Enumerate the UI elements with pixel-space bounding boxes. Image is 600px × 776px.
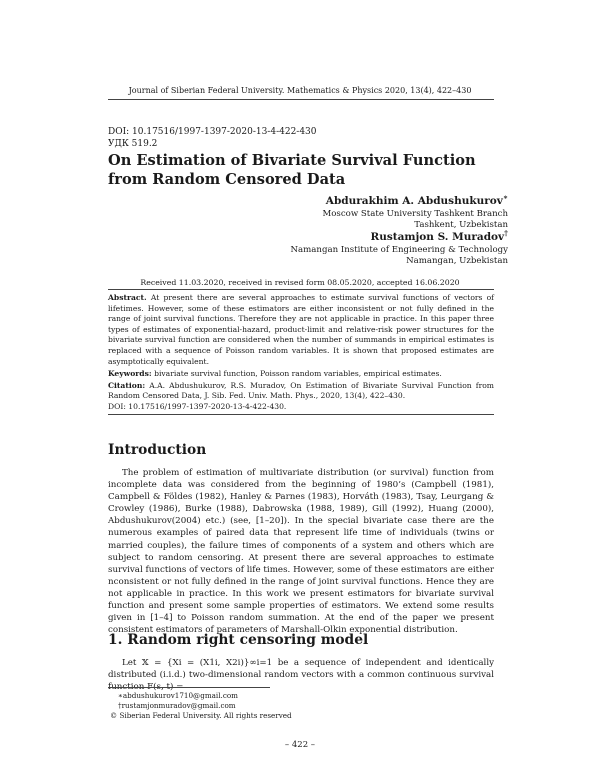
abstract-text: At present there are several approaches to estimate survival functions of vectors of lifetimes. However, some of these estimators are either inconsistent or not fully defined in the range of joint survival functions. Therefore they are not applicable in practice. In this paper three types of estimates of exponential-hazard, product-limit and relative-risk power structures for the bivariate survival function are considered when the number of summands in empirical estimates is replaced with a sequence of Poisson random variables. It is shown that proposed estimates are asymptotically equivalent. [108, 293, 494, 366]
citation-text: A.A. Abdushukurov, R.S. Muradov, On Estimation of Bivariate Survival Function from Random Censored Data, J. Sib. Fed. Univ. Math. Phys., 2020, 13(4), 422–430. [108, 380, 495, 401]
section-1-paragraph: Let 𝕏 = {Xi = (X1i, X2i)}∞i=1 be a sequence of independent and identically distributed (i.i.d.) two-dimensional random vectors with a common continuous survival function F(s, t) = [108, 658, 494, 693]
author-1-affiliation: Moscow State University Tashkent Branch [322, 209, 508, 219]
introduction-heading: Introduction [108, 442, 207, 458]
citation-label: Citation: [108, 380, 146, 390]
abstract-label: Abstract. [108, 293, 147, 302]
author-2-affiliation: Namangan Institute of Engineering & Technology [290, 245, 508, 255]
citation-doi: DOI: 10.17516/1997-1397-2020-13-4-422-430. [108, 401, 287, 411]
citation [108, 381, 494, 413]
author-2-name: Rustamjon S. Muradov† [370, 228, 508, 243]
keywords [108, 369, 494, 380]
journal-header: Journal of Siberian Federal University. Mathematics & Physics 2020, 13(4), 422–430 [128, 86, 472, 95]
section-1-heading: 1. Random right censoring model [108, 632, 369, 648]
footnote-email-1: ∗abdushukurov1710@gmail.com [118, 691, 238, 700]
author-1-name: Abdurakhim A. Abdushukurov∗ [325, 192, 508, 207]
keywords-label: Keywords: [108, 368, 152, 378]
footnote-rule [108, 687, 270, 688]
footnote-email-2: †rustamjonmuradov@gmail.com [118, 701, 236, 710]
received-dates: Received 11.03.2020, received in revised form 08.05.2020, accepted 16.06.2020 [140, 278, 460, 287]
page-number: – 422 – [284, 740, 316, 750]
abstract-block [108, 293, 494, 414]
keywords-text: bivariate survival function, Poisson random variables, empirical estimates. [154, 368, 442, 378]
author-2-location: Namangan, Uzbekistan [406, 256, 508, 266]
header-rule [108, 99, 494, 100]
copyright-notice: © Siberian Federal University. All rights reserved [110, 711, 292, 720]
abstract [108, 293, 494, 367]
abstract-bottom-rule [108, 414, 494, 415]
abstract-top-rule [108, 289, 494, 290]
introduction-body [108, 467, 494, 636]
udk-code: УДК 519.2 [108, 139, 158, 149]
author-1-location: Tashkent, Uzbekistan [414, 220, 508, 230]
doi: DOI: 10.17516/1997-1397-2020-13-4-422-430 [108, 127, 317, 137]
introduction-paragraph: The problem of estimation of multivariate distribution (or survival) function from incomplete data was considered from the beginning of 1980’s (Campbell (1981), Campbell & Földes (1982), Hanley & Parnes (1983), Horváth (1983), Tsay, Leurgang & Crowley (1986), Burke (1988), Dabrowska (1988, 1989), Gill (1992), Huang (2000), Abdushukurov(2004) etc.) (see, [1–20]). In the special bivariate case there are the numerous examples of paired data that represent life time of individuals (twins or married couples), the failure times of components of a system and others which are subject to random censoring. At present there are several approaches to estimate survival functions of vectors of life times. However, some of these estimators are either nconsistent or not fully defined in the range of joint survival functions. Hence they are not applicable in practice. In this work we present estimators for bivariate survival function and present some sample properties of estimators. We extend some results given in [1–4] to Poisson random summation. At the end of the paper we present consistent estimators of parameters of Marshall-Olkin exponential distribution. [108, 468, 494, 636]
paper-title: On Estimation of Bivariate Survival Function from Random Censored Data [108, 152, 476, 188]
